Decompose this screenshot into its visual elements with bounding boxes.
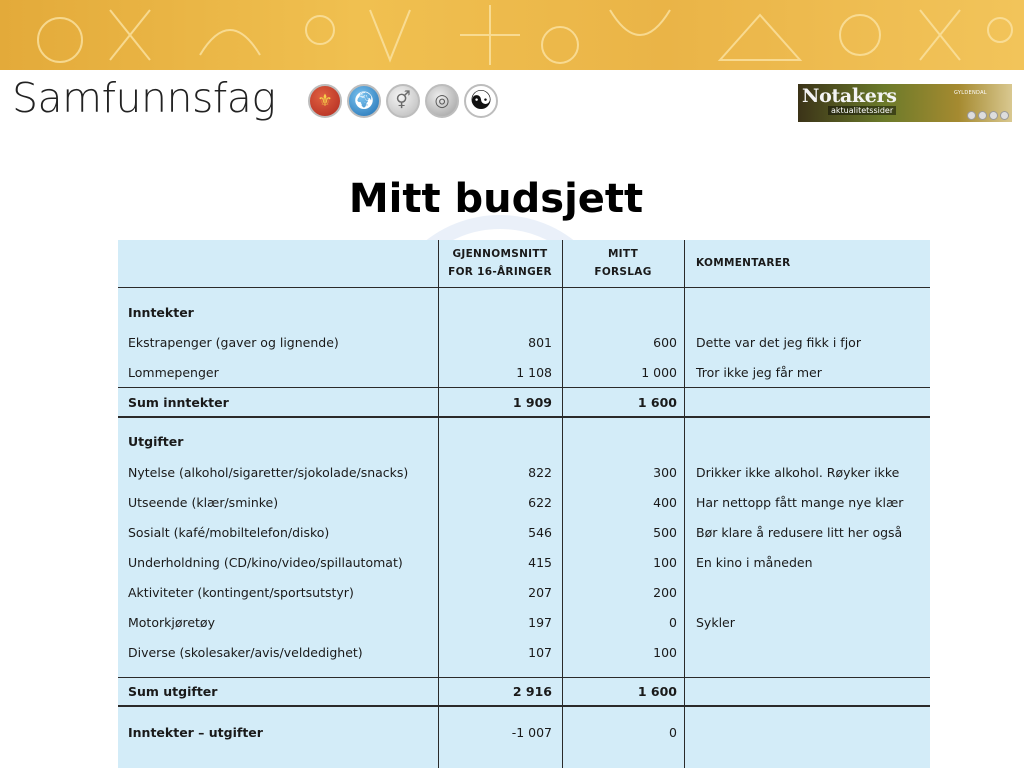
budget-table xyxy=(118,240,930,768)
logo-icon-dots xyxy=(967,111,1009,120)
row-my-proposal: 0 xyxy=(669,724,677,740)
table-row xyxy=(118,457,930,487)
logo-tagline: aktualitetssider xyxy=(828,106,896,115)
row-comment xyxy=(696,577,926,607)
globe-icon: 🌍︎ xyxy=(347,84,381,118)
header-my-proposal-line1: MITT xyxy=(607,248,639,260)
header-average-line1: GJENNOMSNITT xyxy=(452,248,548,260)
row-my-proposal: 200 xyxy=(653,584,677,600)
section-heading-row xyxy=(118,297,930,327)
decorative-banner xyxy=(0,0,1024,70)
row-average: 1 108 xyxy=(516,364,552,380)
header-average-line2: FOR 16-ÅRINGER xyxy=(448,266,552,278)
row-comment: Sykler xyxy=(696,614,735,630)
table-row xyxy=(118,357,930,387)
row-my-proposal: 500 xyxy=(653,524,677,540)
row-label: Aktiviteter (kontingent/sportsutstyr) xyxy=(128,584,354,600)
row-label: Diverse (skolesaker/avis/veldedighet) xyxy=(128,644,363,660)
table-row xyxy=(118,607,930,637)
row-my-proposal: 1 000 xyxy=(641,364,677,380)
row-label: Utseende (klær/sminke) xyxy=(128,494,279,510)
row-average: 107 xyxy=(528,644,552,660)
sum-row xyxy=(118,388,930,416)
row-label: Underholdning (CD/kino/video/spillautomat) xyxy=(128,554,403,570)
row-average: -1 007 xyxy=(511,724,552,740)
row-comment: Drikker ikke alkohol. Røyker ikke xyxy=(696,464,900,480)
header-average xyxy=(438,245,562,281)
subject-title: Samfunnsfag xyxy=(12,74,276,122)
section-rule xyxy=(118,416,930,418)
header-my-proposal-line2: FORSLAG xyxy=(594,266,652,278)
logo-name: Notakers xyxy=(802,85,897,107)
table-row xyxy=(118,487,930,517)
table-row xyxy=(118,637,930,667)
row-comment: En kino i måneden xyxy=(696,554,813,570)
row-comment: Tror ikke jeg får mer xyxy=(696,364,822,380)
income-heading: Inntekter xyxy=(128,304,194,320)
notakers-logo xyxy=(798,84,1012,122)
row-comment: Har nettopp fått mange nye klær xyxy=(696,494,904,510)
row-my-proposal: 100 xyxy=(653,554,677,570)
row-average: 207 xyxy=(528,584,552,600)
row-average: 622 xyxy=(528,494,552,510)
sum-row xyxy=(118,678,930,705)
row-my-proposal: 300 xyxy=(653,464,677,480)
balance-row xyxy=(118,717,930,747)
row-average: 546 xyxy=(528,524,552,540)
row-my-proposal: 0 xyxy=(669,614,677,630)
header-comments: KOMMENTARER xyxy=(696,257,791,269)
row-average: 2 916 xyxy=(512,684,552,699)
gender-symbol-icon: ⚥ xyxy=(386,84,420,118)
row-label: Sum inntekter xyxy=(128,394,229,410)
row-label: Sum utgifter xyxy=(128,684,218,699)
row-label: Ekstrapenger (gaver og lignende) xyxy=(128,334,339,350)
row-label: Sosialt (kafé/mobiltelefon/disko) xyxy=(128,524,330,540)
section-heading-row xyxy=(118,426,930,456)
row-average: 1 909 xyxy=(512,394,552,410)
expense-heading: Utgifter xyxy=(128,433,184,449)
header-rule xyxy=(118,287,930,288)
row-my-proposal: 1 600 xyxy=(637,394,677,410)
row-my-proposal: 1 600 xyxy=(637,684,677,699)
subject-icon-row xyxy=(308,84,498,124)
table-row xyxy=(118,577,930,607)
row-my-proposal: 100 xyxy=(653,644,677,660)
logo-brand: GYLDENDAL xyxy=(954,90,987,96)
row-label: Inntekter – utgifter xyxy=(128,724,263,740)
yin-yang-icon: ☯ xyxy=(464,84,498,118)
row-my-proposal: 400 xyxy=(653,494,677,510)
row-label: Nytelse (alkohol/sigaretter/sjokolade/snacks) xyxy=(128,464,409,480)
row-comment: Dette var det jeg fikk i fjor xyxy=(696,334,861,350)
row-label: Motorkjøretøy xyxy=(128,614,215,630)
row-average: 415 xyxy=(528,554,552,570)
row-comment: Bør klare å redusere litt her også xyxy=(696,524,903,540)
header-my-proposal xyxy=(562,245,684,281)
table-row xyxy=(118,517,930,547)
table-row xyxy=(118,547,930,577)
page-title: Mitt budsjett xyxy=(348,176,644,222)
table-row xyxy=(118,327,930,357)
coin-icon: ◎ xyxy=(425,84,459,118)
row-label: Lommepenger xyxy=(128,364,219,380)
row-comment xyxy=(696,637,926,667)
section-rule xyxy=(118,705,930,707)
row-my-proposal: 600 xyxy=(653,334,677,350)
law-coat-of-arms-icon: ⚜ xyxy=(308,84,342,118)
row-average: 197 xyxy=(528,614,552,630)
row-average: 801 xyxy=(528,334,552,350)
row-average: 822 xyxy=(528,464,552,480)
